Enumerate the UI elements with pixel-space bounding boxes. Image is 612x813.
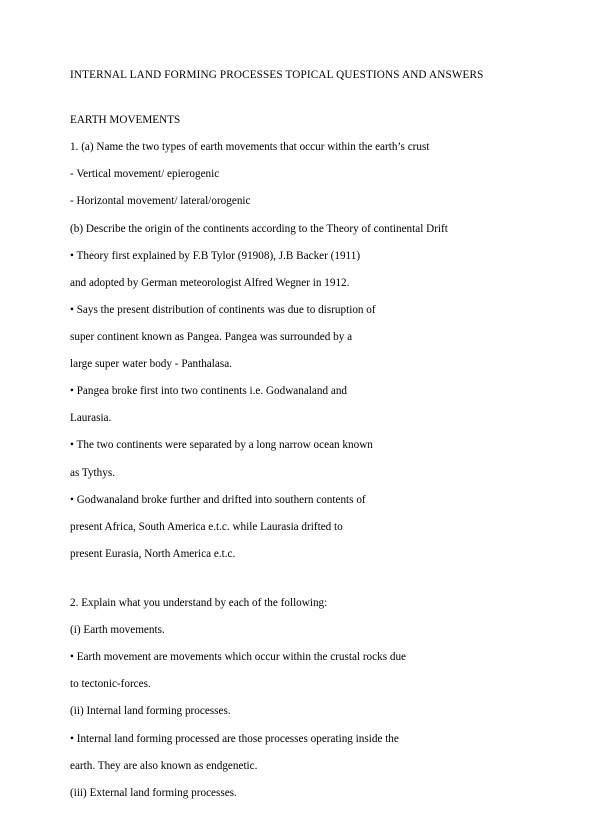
text-line: - Vertical movement/ epierogenic — [70, 168, 220, 181]
text-line: • Godwanaland broke further and drifted into southern contents of — [70, 493, 366, 506]
text-line: Laurasia. — [70, 412, 112, 425]
text-line: (ii) Internal land forming processes. — [70, 705, 231, 718]
text-line: present Eurasia, North America e.t.c. — [70, 547, 236, 560]
text-line: and adopted by German meteorologist Alfred Wegner in 1912. — [70, 276, 350, 289]
text-line: as Tythys. — [70, 466, 116, 479]
text-line: • Says the present distribution of continents was due to disruption of — [70, 303, 376, 316]
section-heading-earth-movements: EARTH MOVEMENTS — [70, 114, 181, 127]
text-line: • The two continents were separated by a long narrow ocean known — [70, 439, 373, 452]
document-title: INTERNAL LAND FORMING PROCESSES TOPICAL QUESTIONS AND ANSWERS — [70, 69, 484, 81]
text-line: • Internal land forming processed are those processes operating inside the — [70, 732, 399, 745]
text-line: (iii) External land forming processes. — [70, 786, 237, 799]
paragraph-spacer — [70, 574, 540, 596]
text-line: 1. (a) Name the two types of earth movements that occur within the earth’s crust — [70, 141, 430, 154]
text-line: super continent known as Pangea. Pangea was surrounded by a — [70, 330, 353, 343]
text-line: (i) Earth movements. — [70, 624, 165, 637]
text-line: 2. Explain what you understand by each of the following: — [70, 596, 328, 609]
text-line: large super water body - Panthalasa. — [70, 358, 232, 371]
text-line: (b) Describe the origin of the continents according to the Theory of continental Drift — [70, 222, 448, 235]
text-line: - Horizontal movement/ lateral/orogenic — [70, 195, 251, 208]
text-line: to tectonic-forces. — [70, 678, 151, 691]
text-line: present Africa, South America e.t.c. while Laurasia drifted to — [70, 520, 343, 533]
text-line: • Earth movement are movements which occur within the crustal rocks due — [70, 651, 407, 664]
text-line: • Pangea broke first into two continents i.e. Godwanaland and — [70, 385, 348, 398]
document-body — [70, 68, 540, 813]
text-line: earth. They are also known as endgenetic. — [70, 759, 258, 772]
text-line: • Theory first explained by F.B Tylor (91908), J.B Backer (1911) — [70, 249, 361, 262]
